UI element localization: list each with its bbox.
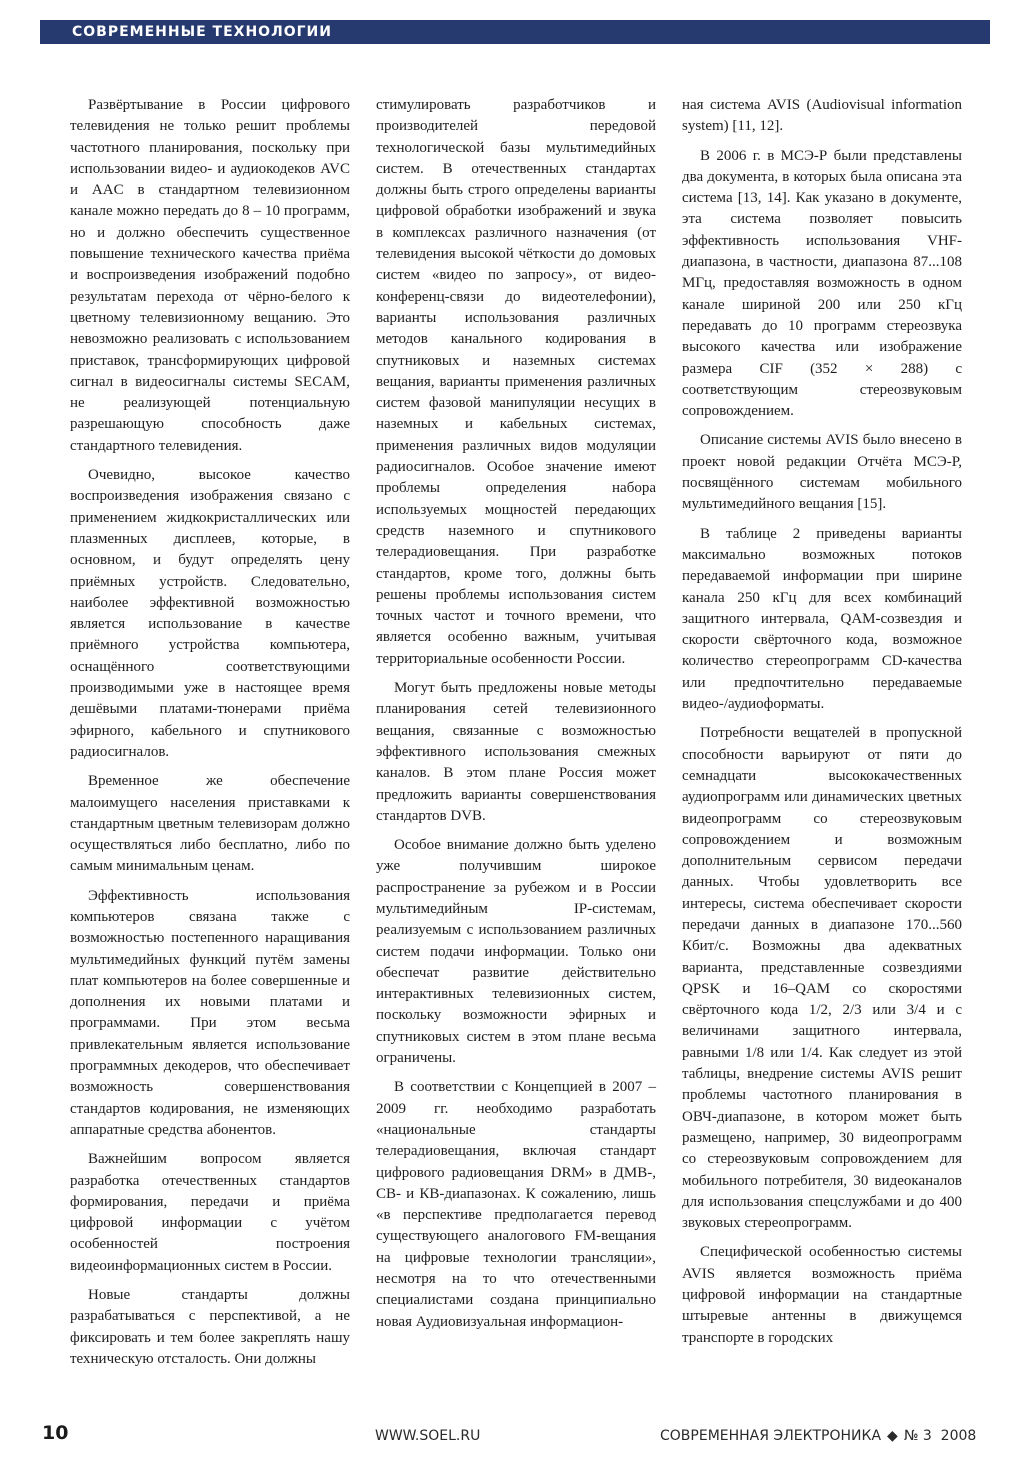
paragraph: Специфической особенностью системы AVIS является возможность приёма цифровой информации на стандартные штыревые антенны в движущемся транспорте в городских — [682, 1244, 962, 1346]
paragraph: Могут быть предложены новые методы планирования сетей телевизионного вещания, связанные с возможностью эффективного использования смежных каналов. В этом плане Россия может предложить варианты совершенствования стандартов DVB. — [376, 680, 656, 824]
paragraph: Развёртывание в России цифрового телевидения не только решит проблемы частотного планирования, поскольку при использовании видео- и аудиокодеков AVC и AAC в стандартном телевизионном канале можно передать до 8 – 10 программ, но и должно обеспечить существенное повышение технического качества приёма и воспроизведения изображений подобно результатам перехода от чёрно-белого к цветному телевизионному вещанию. Это невозможно реализовать с использованием приставок, трансформирующих цифровой сигнал в видеосигналы системы SECAM, не реализующей потенциальную разрешающую способность даже стандартного телевидения. — [70, 97, 350, 454]
website-link[interactable]: WWW.SOEL.RU — [375, 1428, 481, 1444]
section-header-bar — [40, 20, 990, 44]
section-title: СОВРЕМЕННЫЕ ТЕХНОЛОГИИ — [72, 24, 332, 40]
text-column-left — [70, 95, 350, 1378]
paragraph: стимулировать разработчиков и производителей передовой технологической базы мультимедийных систем. В отечественных стандартах должны быть строго определены варианты цифровой обработки изображений и звука в комплексах различного назначения (от телевидения высокой чёткости до домовых систем «видео по запросу», от видео-конференц-связи до видеотелефонии), варианты использования различных методов канального кодирования в спутниковых и наземных системах вещания, варианты применения различных систем фазовой манипуляции несущих в наземных и кабельных системах, применения различных видов модуляции радиосигналов. Особое значение имеют проблемы определения набора используемых мощностей передающих средств наземного и спутникового телерадиовещания. При разработке стандартов, кроме того, должны быть решены проблемы использования систем точных частот и точного времени, что является особенно важным, учитывая территориальные особенности России. — [376, 97, 656, 667]
paragraph: Эффективность использования компьютеров связана также с возможностью постепенного наращивания мультимедийных функций путём замены плат компьютеров на более совершенные и дополнения их новыми платами и программами. При этом весьма привлекательным является использование программных декодеров, что обеспечивает возможность совершенствования стандартов кодирования, не изменяющих аппаратные средства абонентов. — [70, 887, 350, 1138]
paragraph: В таблице 2 приведены варианты максимально возможных потоков передаваемой информации при ширине канала 250 кГц для всех комбинаций защитного интервала, QAM-созвездия и скорости свёрточного кода, возможное количество стереопрограмм CD-качества или предпочтительно передаваемые видео-/аудиоформаты. — [682, 525, 962, 713]
issue-number: № 3 — [903, 1428, 932, 1444]
paragraph: Важнейшим вопросом является разработка отечественных стандартов формирования, передачи и приёма цифровой информации с учётом особенностей построения видеоинформационных систем в России. — [70, 1151, 350, 1274]
journal-info — [660, 1428, 976, 1444]
journal-name: СОВРЕМЕННАЯ ЭЛЕКТРОНИКА — [660, 1428, 882, 1444]
paragraph: Очевидно, высокое качество воспроизведения изображения связано с применением жидкокристаллических или плазменных дисплеев, которые, в основном, и будут определять цену приёмных устройств. Следовательно, наиболее эффективной возможностью является использование в качестве приёмного устройства компьютера, оснащённого соответствующими производимыми уже в настоящее время дешёвыми платами-тюнерами приёма эфирного, кабельного и спутникового радиосигналов. — [70, 467, 350, 760]
paragraph: Новые стандарты должны разрабатываться с перспективой, а не фиксировать и тем более закреплять нашу техническую отсталость. Они должны — [70, 1287, 350, 1367]
paragraph: Потребности вещателей в пропускной способности варьируют от пяти до семнадцати высококачественных аудиопрограмм или динамических цветных видеопрограмм со стереозвуковым сопровождением и возможным дополнительным сервисом передачи данных. Чтобы удовлетворить все интересы, система обеспечивает скорости передачи данных в диапазоне 170...560 Кбит/с. Возможны два адекватных варианта, представленные созвездиями QPSK и 16–QAM со скоростями свёрточного кода 1/2, 2/3 или 3/4 и с величинами защитного интервала, равными 1/8 или 1/4. Как следует из этой таблицы, внедрение системы AVIS решит проблемы частотного планирования в ОВЧ-диапазоне, в котором может быть размещено, например, 30 видеопрограмм со стереозвуковым сопровождением для мобильного потребителя, 30 видеоканалов для использования спецслужбами и до 400 звуковых стереопрограмм. — [682, 725, 962, 1232]
diamond-icon: ◆ — [887, 1428, 898, 1444]
paragraph: В соответствии с Концепцией в 2007 – 2009 гг. необходимо разработать «национальные стандарты телерадиовещания, включая стандарт цифрового радиовещания DRM» в ДМВ-, СВ- и КВ-диапазонах. К сожалению, лишь «в перспективе предполагается перевод существующего аналогового FM-вещания на цифровые технологии трансляции», несмотря на то что отечественными специалистами создана принципиально новая Аудиовизуальная информацион- — [376, 1079, 656, 1330]
paragraph: Описание системы AVIS было внесено в проект новой редакции Отчёта МСЭ-Р, посвящённого системам мобильного мультимедийного вещания [15]. — [682, 432, 962, 513]
text-column-middle — [376, 95, 656, 1341]
paragraph: В 2006 г. в МСЭ-Р были представлены два документа, в которых была описана эта система [13, 14]. Как указано в документе, эта система позволяет повысить эффективность использования VHF-диапазона, в частности, диапазона 87...108 МГц, предоставляя возможность в одном канале шириной 200 или 250 кГц передавать до 10 программ стереозвука высокого качества или изображение размера CIF (352 × 288) с соответствующим стереозвуковым сопровождением. — [682, 147, 962, 420]
issue-year: 2008 — [940, 1428, 977, 1444]
paragraph: ная система AVIS (Audiovisual information system) [11, 12]. — [682, 97, 962, 135]
paragraph: Временное же обеспечение малоимущего населения приставками к стандартным цветным телевизорам должно осуществляться либо бесплатно, либо по самым минимальным ценам. — [70, 773, 350, 875]
page-number: 10 — [42, 1422, 69, 1444]
text-column-right — [682, 95, 962, 1357]
paragraph: Особое внимание должно быть уделено уже получившим широкое распространение за рубежом и в России мультимедийным IP-системам, реализуемым с использованием различных систем подачи информации. Только они обеспечат развитие действительно интерактивных телевизионных систем, поскольку возможности эфирных и спутниковых систем в этом плане весьма ограничены. — [376, 837, 656, 1067]
